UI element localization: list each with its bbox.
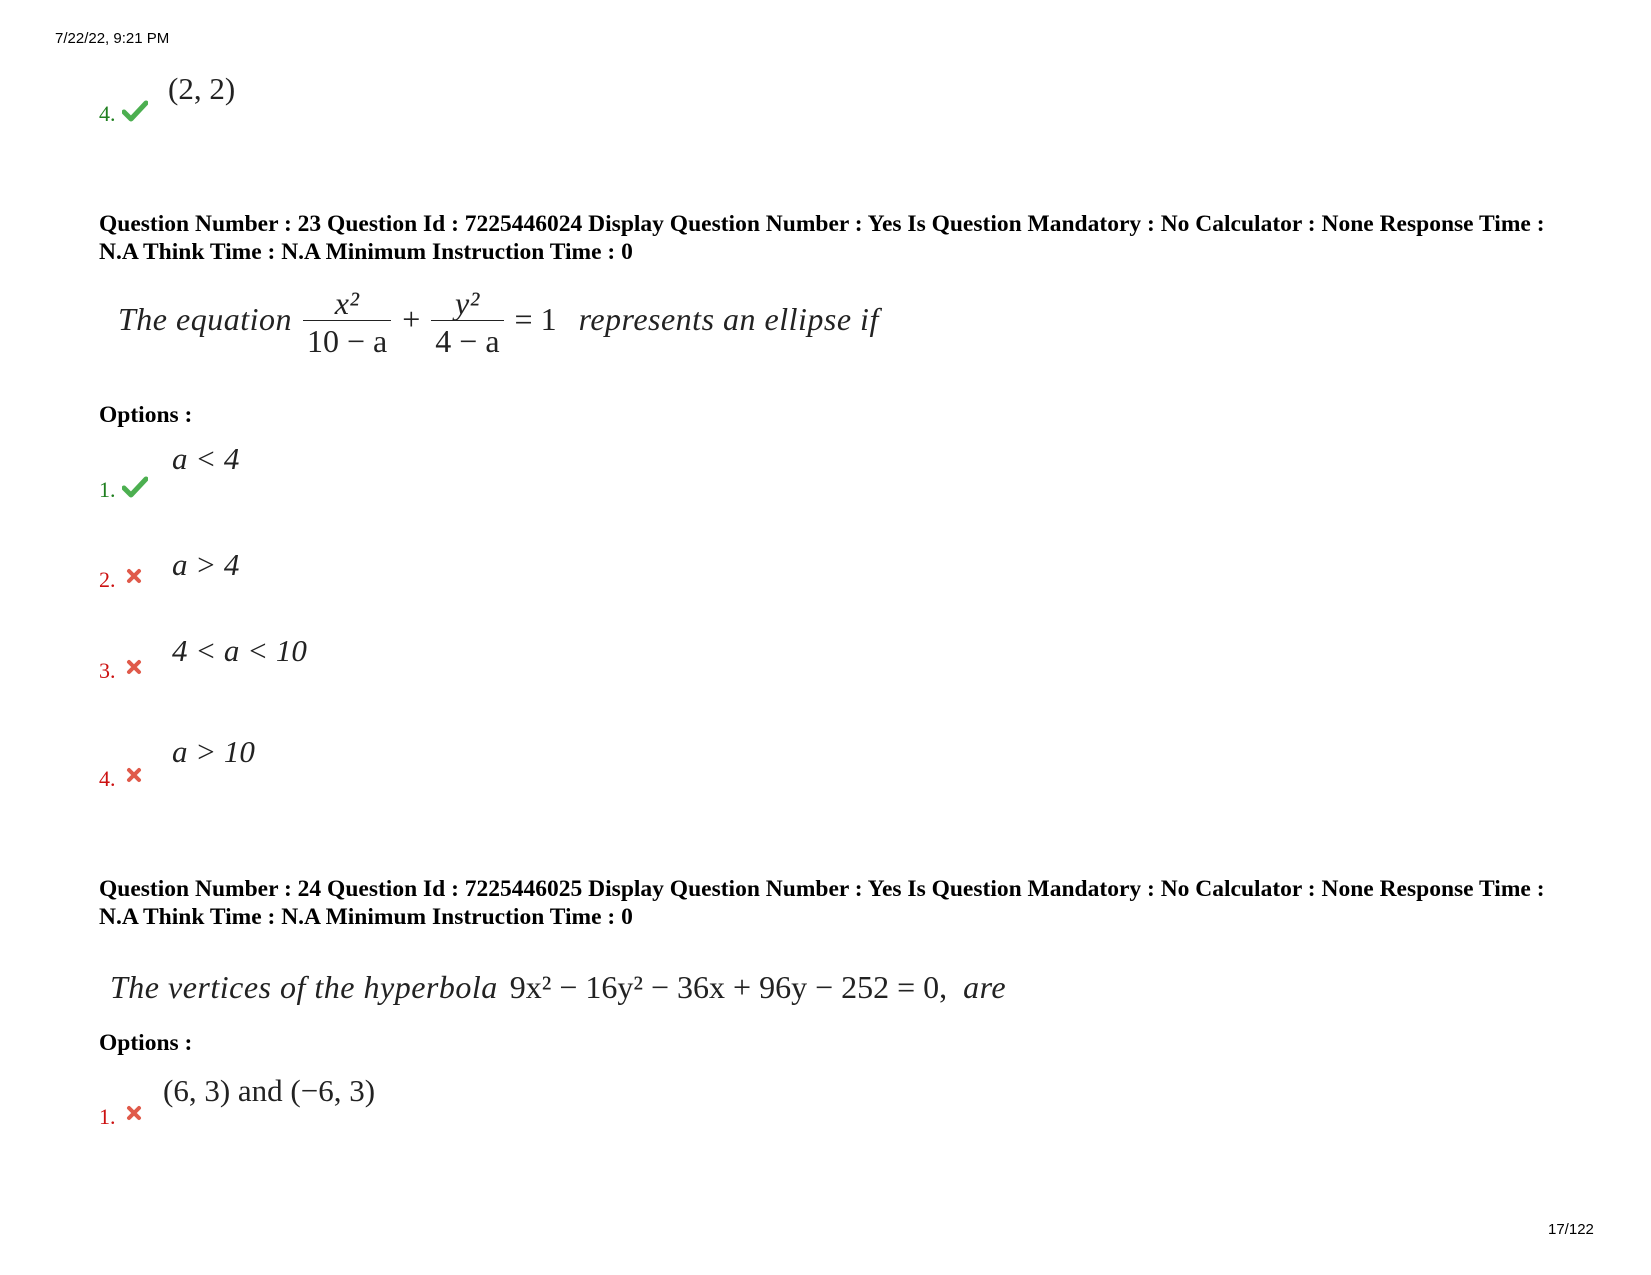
option-text: a > 4 xyxy=(172,547,240,582)
option-text: a < 4 xyxy=(172,441,240,476)
cross-mark-icon xyxy=(126,767,142,783)
stem-lead: The equation xyxy=(118,300,292,337)
option-math: (2, 2) xyxy=(168,71,236,106)
check-mark-icon xyxy=(122,476,148,498)
cross-mark-icon xyxy=(126,568,142,584)
option-number: 1. xyxy=(99,477,116,502)
option-number: 3. xyxy=(99,658,116,683)
question-stem xyxy=(110,970,1006,1004)
option-math xyxy=(172,634,307,668)
options-label: Options : xyxy=(99,402,193,428)
print-datetime: 7/22/22, 9:21 PM xyxy=(55,30,170,47)
cross-mark-icon xyxy=(126,1105,142,1121)
option-number: 1. xyxy=(99,1104,116,1129)
option-number: 4. xyxy=(99,766,116,791)
stem-tail: are xyxy=(963,969,1007,1005)
fraction-numerator: x² xyxy=(334,285,360,321)
check-mark-icon xyxy=(122,100,148,122)
option-text: 4 < a < 10 xyxy=(172,633,307,668)
page-number: 17/122 xyxy=(1548,1221,1594,1238)
cross-mark-icon xyxy=(126,659,142,675)
option-text: a > 10 xyxy=(172,734,255,769)
fraction-denominator: 4 − a xyxy=(431,320,503,357)
options-label: Options : xyxy=(99,1030,193,1056)
fraction xyxy=(303,285,391,359)
option-math xyxy=(172,442,239,476)
hyperbola-equation: 9x² − 16y² − 36x + 96y − 252 = 0, xyxy=(509,969,948,1005)
option-math xyxy=(172,548,239,582)
fraction-numerator: y² xyxy=(455,285,480,321)
plus-sign: + xyxy=(402,300,421,337)
stem-tail: represents an ellipse if xyxy=(578,300,879,337)
stem-lead: The vertices of the hyperbola xyxy=(110,969,498,1005)
option-math: (6, 3) and (−6, 3) xyxy=(163,1073,376,1108)
question-meta: Question Number : 23 Question Id : 7225446024 Display Question Number : Yes Is Question Mandatory : No Calculator : None Response Time : N.A Think Time : N.A Minimum Instruction Time : 0 xyxy=(99,211,1545,265)
fraction xyxy=(431,285,503,359)
equals-one: = 1 xyxy=(514,300,557,337)
option-number: 4. xyxy=(99,101,116,126)
question-stem xyxy=(118,285,879,359)
option-number: 2. xyxy=(99,567,116,592)
fraction-denominator: 10 − a xyxy=(303,320,391,357)
option-math xyxy=(172,735,255,769)
question-meta: Question Number : 24 Question Id : 7225446025 Display Question Number : Yes Is Question Mandatory : No Calculator : None Response Time : N.A Think Time : N.A Minimum Instruction Time : 0 xyxy=(99,876,1545,930)
